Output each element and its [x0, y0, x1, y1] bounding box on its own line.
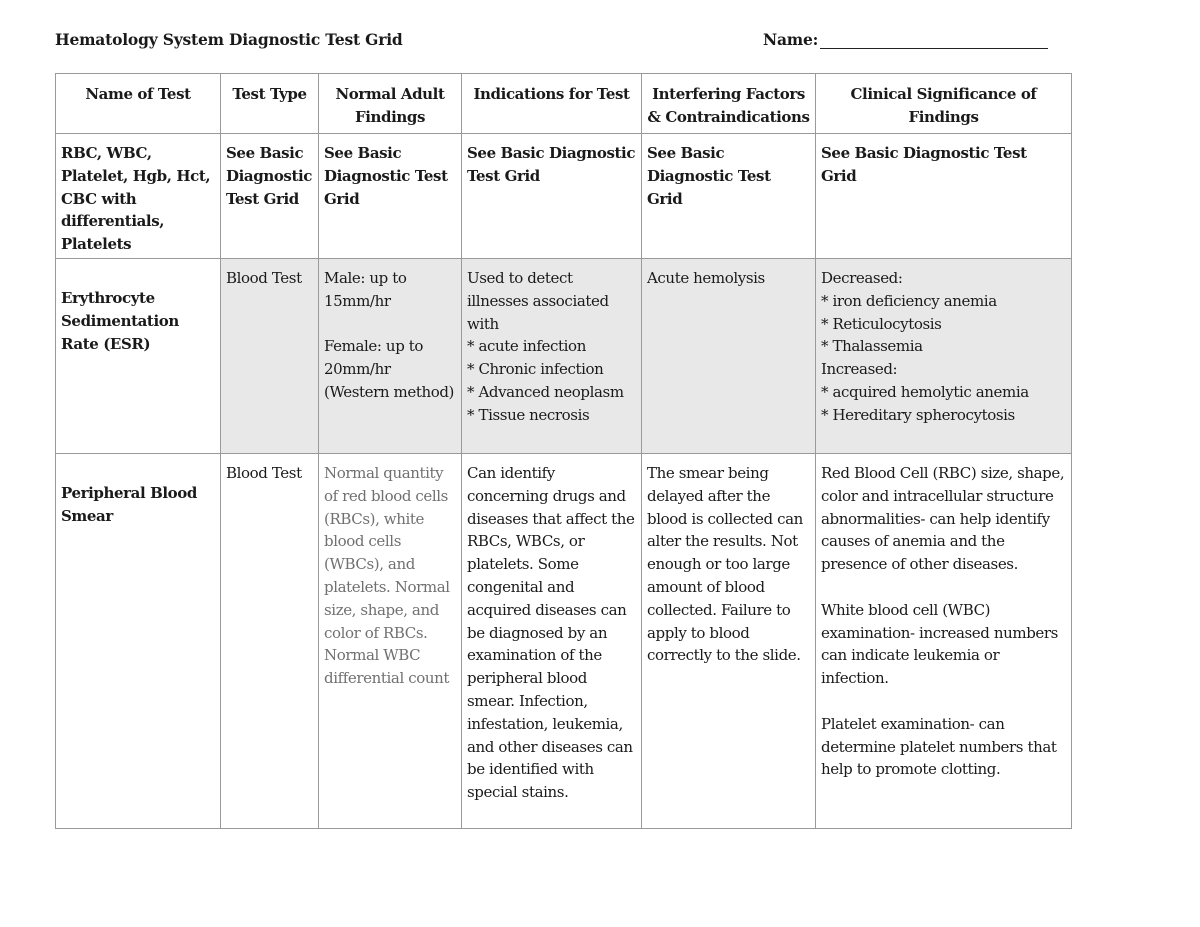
- cell-test-type: Blood Test: [221, 454, 319, 829]
- indication-line: * acute infection: [467, 337, 586, 356]
- cell-indications: Can identify concerning drugs and diseases that affect the RBCs, WBCs, or platelets. Some congenital and acquired diseases can be diagnosed by an examination of the peripheral blood smear. Infection, infestation, leukemia, and other diseases can be identified with special stains.: [462, 454, 642, 829]
- cell-normal-findings: Normal quantity of red blood cells (RBCs), white blood cells (WBCs), and platelets. Normal size, shape, and color of RBCs. Normal WBC differential count: [319, 454, 462, 829]
- significance-line: * Reticulocytosis: [821, 314, 942, 333]
- header-row: [56, 74, 1072, 134]
- cell-indications: [462, 259, 642, 454]
- cell-normal-findings: [319, 259, 462, 454]
- cell-test-name: [56, 454, 221, 829]
- significance-line: * iron deficiency anemia: [821, 291, 997, 310]
- col-header-test-type: Test Type: [221, 74, 319, 134]
- table-row: [56, 134, 1072, 259]
- significance-line: * Thalassemia: [821, 337, 923, 356]
- cell-test-type: See Basic Diagnostic Test Grid: [221, 134, 319, 259]
- document-title: Hematology System Diagnostic Test Grid: [55, 30, 403, 49]
- table-row: [56, 259, 1072, 454]
- indication-line: * Advanced neoplasm: [467, 382, 624, 401]
- diagnostic-test-grid: [55, 73, 1072, 829]
- significance-paragraph: White blood cell (WBC) examination- increased numbers can indicate leukemia or infection.: [821, 600, 1058, 688]
- indication-line: * Tissue necrosis: [467, 405, 590, 424]
- col-header-indications: Indications for Test: [462, 74, 642, 134]
- cell-indications: See Basic Diagnostic Test Grid: [462, 134, 642, 259]
- col-header-clinical-significance: Clinical Significance of Findings: [816, 74, 1072, 134]
- test-name-text: Peripheral Blood Smear: [61, 484, 197, 525]
- significance-line: * acquired hemolytic anemia: [821, 382, 1029, 401]
- significance-paragraph: Platelet examination- can determine platelet numbers that help to promote clotting.: [821, 714, 1057, 779]
- significance-line: * Hereditary spherocytosis: [821, 405, 1015, 424]
- cell-interfering-factors: See Basic Diagnostic Test Grid: [642, 134, 816, 259]
- cell-clinical-significance: [816, 454, 1072, 829]
- name-blank-line[interactable]: [820, 48, 1048, 49]
- name-label: Name:: [763, 30, 819, 49]
- col-header-normal-findings: Normal Adult Findings: [319, 74, 462, 134]
- cell-test-type: Blood Test: [221, 259, 319, 454]
- normal-finding-female: Female: up to 20mm/hr (Western method): [324, 337, 454, 401]
- significance-line: Increased:: [821, 360, 898, 379]
- cell-test-name: [56, 259, 221, 454]
- indication-line: * Chronic infection: [467, 360, 604, 379]
- cell-test-name: RBC, WBC, Platelet, Hgb, Hct, CBC with differentials, Platelets: [56, 134, 221, 259]
- col-header-name-of-test: Name of Test: [56, 74, 221, 134]
- table-row: [56, 454, 1072, 829]
- cell-clinical-significance: [816, 259, 1072, 454]
- cell-interfering-factors: Acute hemolysis: [642, 259, 816, 454]
- test-name-text: Erythrocyte Sedimentation Rate (ESR): [61, 289, 179, 353]
- normal-finding-male: Male: up to 15mm/hr: [324, 269, 407, 310]
- col-header-interfering-factors: Interfering Factors & Contraindications: [642, 74, 816, 134]
- significance-paragraph: Red Blood Cell (RBC) size, shape, color and intracellular structure abnormalities- can help identify causes of anemia and the presence of other diseases.: [821, 464, 1065, 574]
- cell-clinical-significance: See Basic Diagnostic Test Grid: [816, 134, 1072, 259]
- indication-line: Used to detect illnesses associated with: [467, 269, 609, 333]
- cell-normal-findings: See Basic Diagnostic Test Grid: [319, 134, 462, 259]
- significance-line: Decreased:: [821, 269, 903, 287]
- cell-interfering-factors: The smear being delayed after the blood is collected can alter the results. Not enough or too large amount of blood collected. Failure to apply to blood correctly to the slide.: [642, 454, 816, 829]
